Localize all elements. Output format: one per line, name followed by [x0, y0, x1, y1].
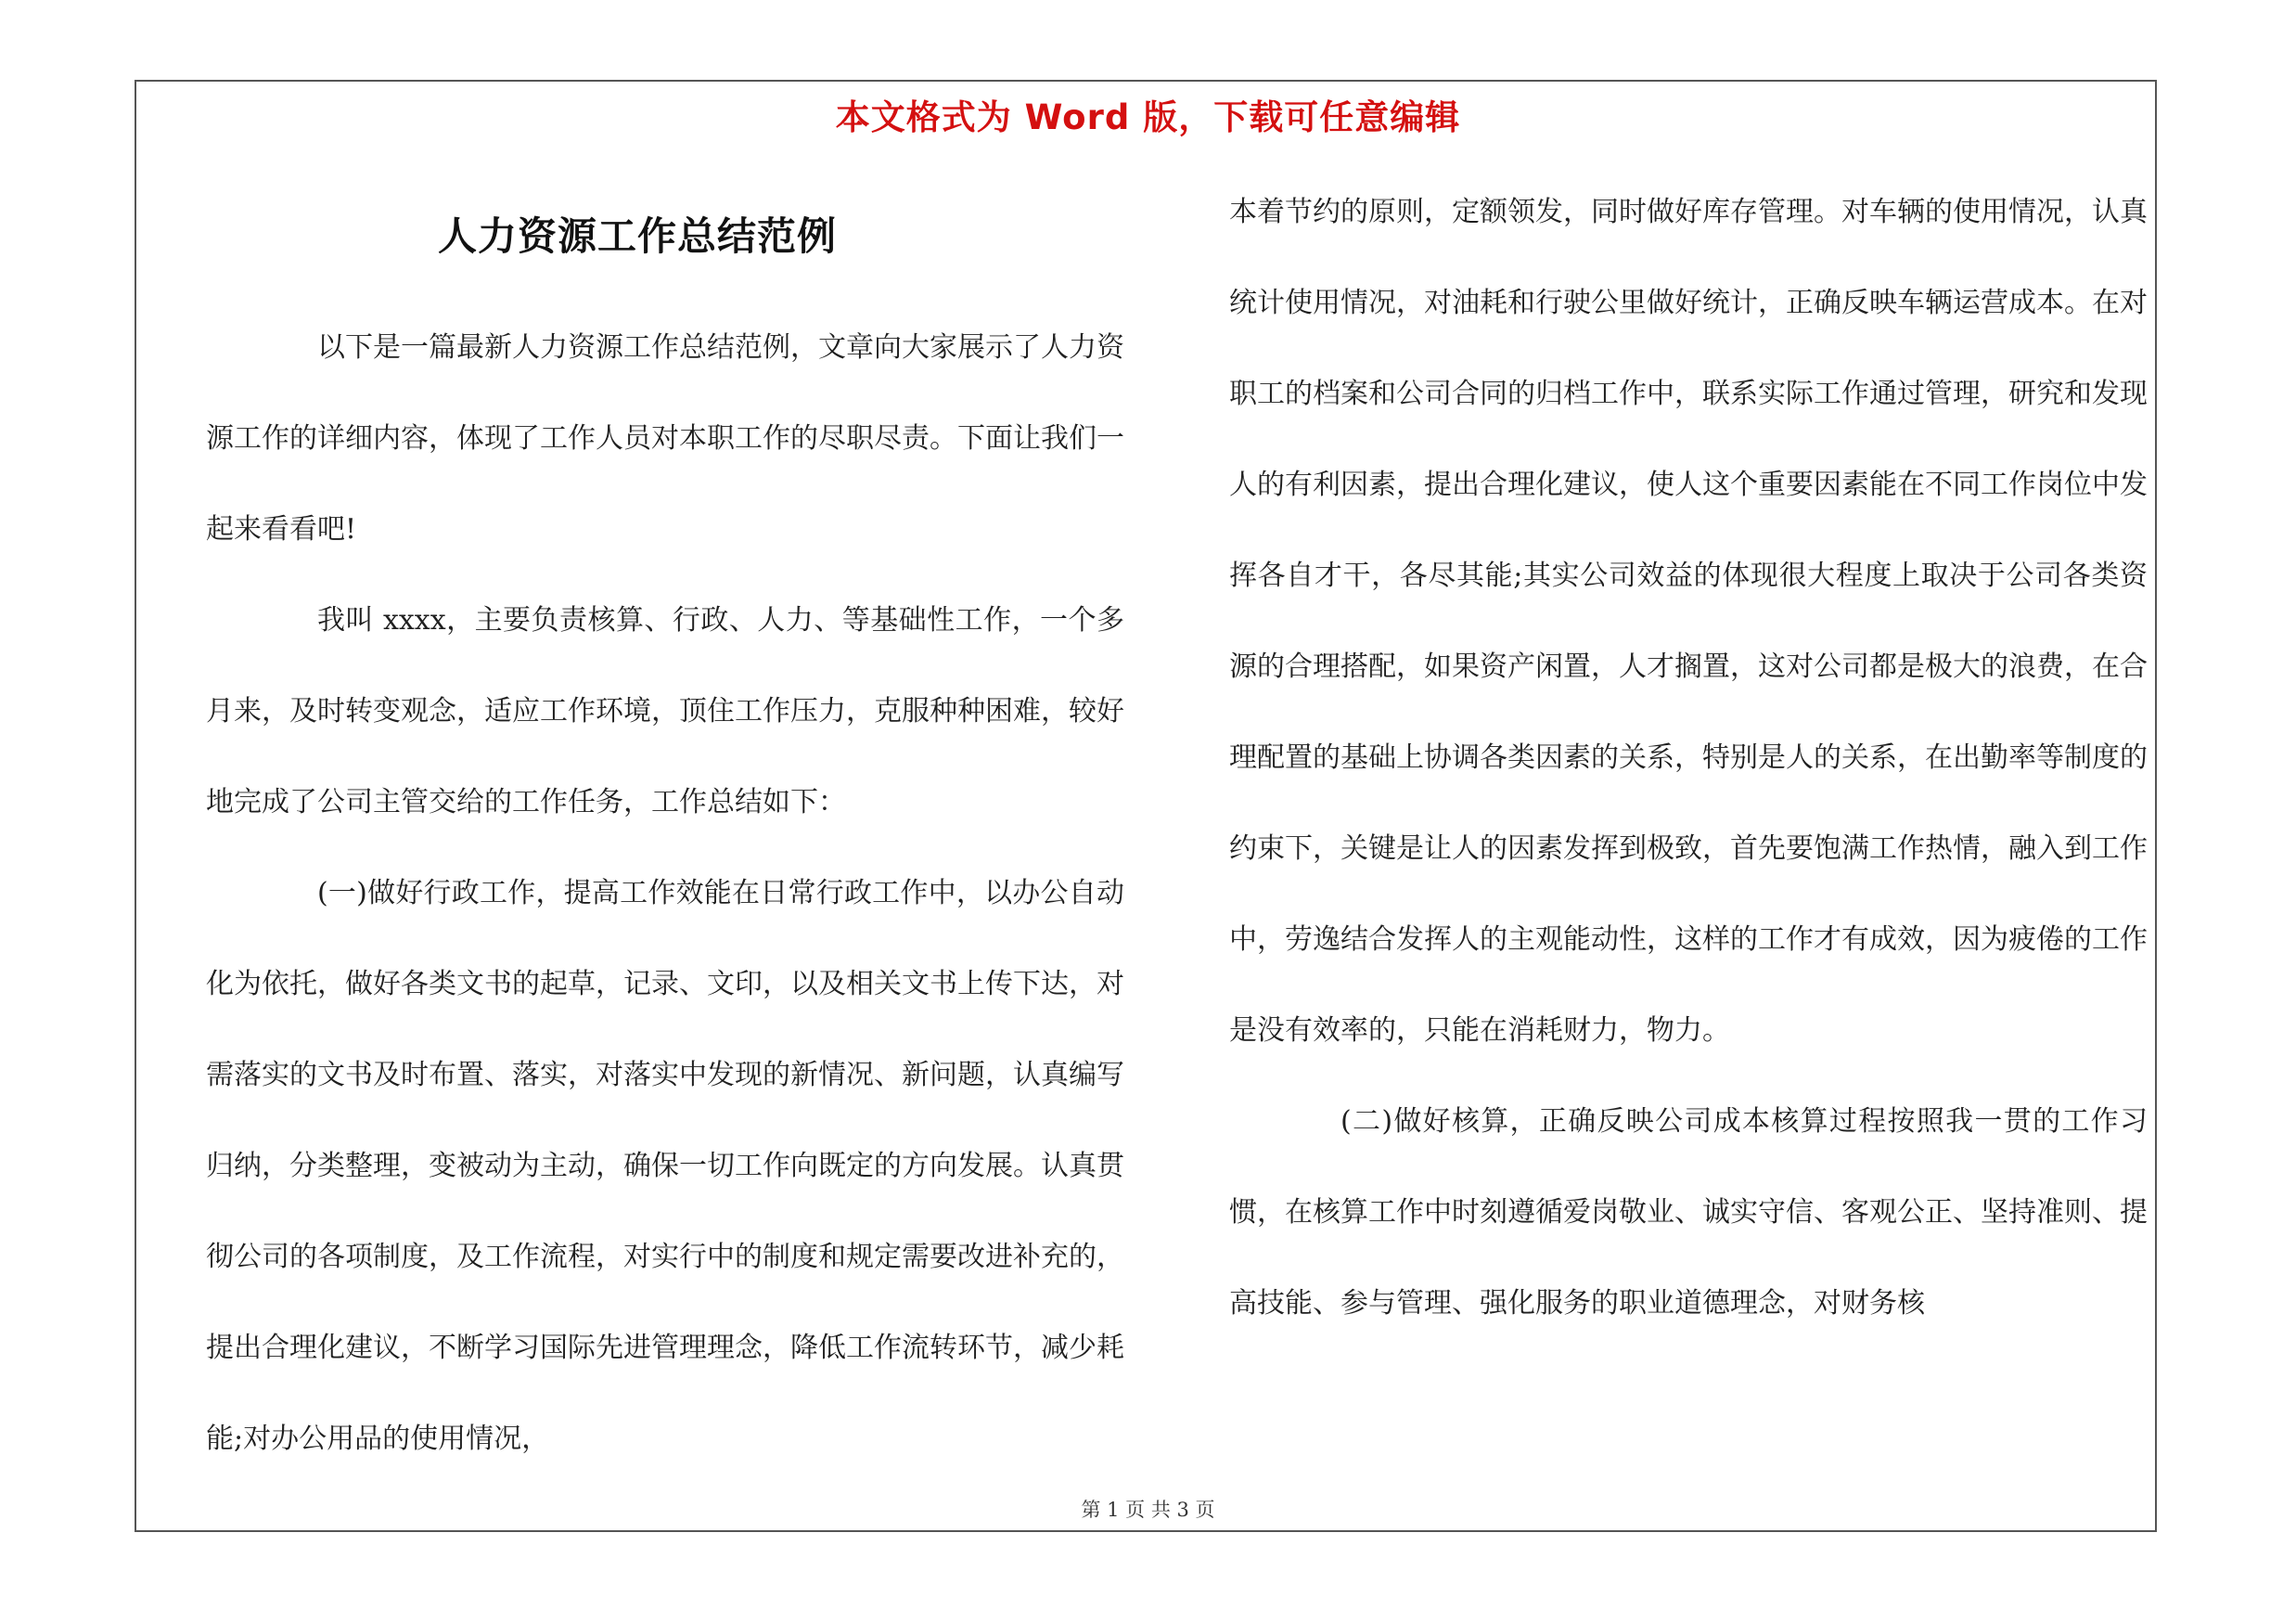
left-column — [206, 303, 1124, 1485]
document-title: 人力资源工作总结范例 — [437, 213, 837, 259]
format-banner: 本文格式为 Word 版，下载可任意编辑 — [835, 97, 1461, 137]
paragraph-self-intro: 我叫 xxxx，主要负责核算、行政、人力、等基础性工作，一个多月来，及时转变观念，适应工作环境，顶住工作压力，克服种种困难，较好地完成了公司主管交给的工作任务，工作总结如下： — [206, 604, 1124, 818]
paragraph-accounting-work: (二)做好核算，正确反映公司成本核算过程按照我一贯的工作习惯，在核算工作中时刻遵循爱岗敬业、诚实守信、客观公正、坚持准则、提高技能、参与管理、强化服务的职业道德理念，对财务核 — [1229, 1105, 2148, 1320]
paragraph-admin-work-continued: 本着节约的原则，定额领发，同时做好库存管理。对车辆的使用情况，认真统计使用情况，对油耗和行驶公里做好统计，正确反映车辆运营成本。在对职工的档案和公司合同的归档工作中，联系实际工作通过管理，研究和发现人的有利因素，提出合理化建议，使人这个重要因素能在不同工作岗位中发挥各自才干，各尽其能;其实公司效益的体现很大程度上取决于公司各类资源的合理搭配，如果资产闲置，人才搁置，这对公司都是极大的浪费，在合理配置的基础上协调各类因素的关系，特别是人的关系，在出勤率等制度的约束下，关键是让人的因素发挥到极致，首先要饱满工作热情，融入到工作中，劳逸结合发挥人的主观能动性，这样的工作才有成效，因为疲倦的工作是没有效率的，只能在消耗财力，物力。 — [1229, 196, 2148, 1047]
paragraph-admin-work: (一)做好行政工作，提高工作效能在日常行政工作中，以办公自动化为依托，做好各类文书的起草，记录、文印，以及相关文书上传下达，对需落实的文书及时布置、落实，对落实中发现的新情况、新问题，认真编写归纳，分类整理，变被动为主动，确保一切工作向既定的方向发展。认真贯彻公司的各项制度，及工作流程，对实行中的制度和规定需要改进补充的，提出合理化建议，不断学习国际先进管理理念，降低工作流转环节，减少耗能;对办公用品的使用情况， — [206, 877, 1124, 1455]
right-column — [1229, 167, 2148, 1349]
paragraph-intro: 以下是一篇最新人力资源工作总结范例，文章向大家展示了人力资源工作的详细内容，体现了工作人员对本职工作的尽职尽责。下面让我们一起来看看吧! — [206, 331, 1124, 546]
page-number-footer: 第 1 页 共 3 页 — [1081, 1499, 1215, 1521]
